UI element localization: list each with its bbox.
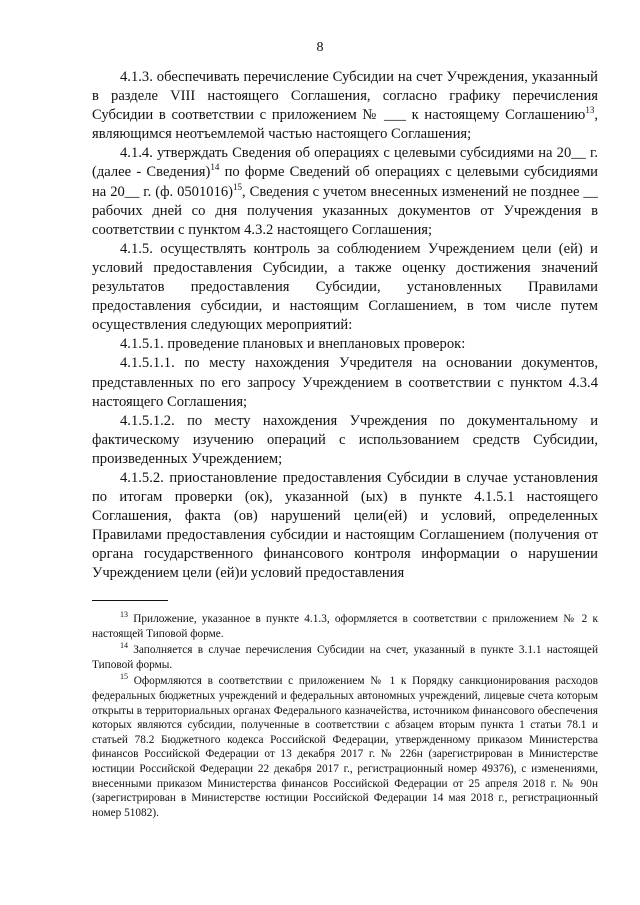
footnote-mark: 14 — [120, 641, 128, 651]
paragraph-4-1-5-1: 4.1.5.1. проведение плановых и внеплановых проверок: — [120, 336, 466, 353]
paragraph-4-1-5-2: 4.1.5.2. приостановление предоставления Субсидии в случае установления по итогам проверки (ок), указанной (ых) в пункте 4.1.5.1 настоящего Соглашения, факта (ов) нарушений цели(ей) и условий, определенных Правилами предоставления субсидии и настоящим Соглашением (получения от органа государственного финансового контроля информации о нарушении Учреждением цели (ей)и условий предоставления — [92, 469, 598, 582]
footnote-mark: 13 — [120, 610, 128, 620]
paragraph-4-1-4: 4.1.4. утверждать Сведения об операциях с целевыми субсидиями на 20__ г. (далее - Сведения)$^{14}$ по форме Сведений об операциях с целевыми субсидиями на 20__ г. (ф. 0501016)$^{15}$, Сведения с учетом внесенных изменений не позднее __ рабочих дней со дня получения указанных документов от Учреждения в соответствии с пунктом 4.3.2 настоящего Соглашения; — [92, 145, 598, 238]
footnote-14: $^{14}$ Заполняется в случае перечисления Субсидии на счет, указанный в пункте 3.1.1 настоящей Типовой формы. — [92, 641, 598, 671]
paragraph-4-1-3: 4.1.3. обеспечивать перечисление Субсидии на счет Учреждения, указанный в разделе VIII настоящего Соглашения, согласно графику перечисления Субсидии в соответствии с приложением № ___ к настоящему Соглашению$^{13}$, являющимся неотъемлемой частью настоящего Соглашения; — [92, 69, 598, 143]
paragraph-4-1-5-1-2: 4.1.5.1.2. по месту нахождения Учреждения по документальному и фактическому изучению операций с использованием средств Субсидии, произведенных Учреждением; — [92, 412, 598, 467]
footnotes — [92, 612, 598, 822]
footnote-ref-13: 13 — [585, 105, 595, 116]
page-number: 8 — [316, 40, 324, 55]
paragraph-4-1-5-1-1: 4.1.5.1.1. по месту нахождения Учредителя на основании документов, представленных по его запросу Учреждением в соответствии с пунктом 4.3.4 настоящего Соглашения; — [92, 355, 598, 410]
footnote-13: $^{13}$ Приложение, указанное в пункте 4.1.3, оформляется в соответствии с приложением № 2 к настоящей Типовой форме. — [92, 610, 598, 640]
footnote-separator — [92, 600, 168, 601]
paragraph-4-1-5: 4.1.5. осуществлять контроль за соблюдением Учреждением цели (ей) и условий предоставления Субсидии, а также оценку достижения значений результатов предоставления Субсидии, установленных Правилами предоставления субсидии, и настоящим Соглашением, в том числе путем осуществления следующих мероприятий: — [92, 240, 598, 334]
footnote-15: $^{15}$ Оформляются в соответствии с приложением № 1 к Порядку санкционирования расходов федеральных бюджетных учреждений и федеральных автономных учреждений, лицевые счета которым открыты в территориальных органах Федерального казначейства, источником финансового обеспечения которых являются субсидии, полученные в соответствии с абзацем вторым пункта 1 статьи 78.1 и статьей 78.2 Бюджетного кодекса Российской Федерации, утвержденному приказом Министерства финансов Российской Федерации от 13 декабря 2017 г. № 226н (зарегистрирован в Министерстве юстиции Российской Федерации 22 декабря 2017 г., регистрационный номер 49376), с изменениями, внесенными приказом Министерства финансов Российской Федерации от 25 апреля 2018 г. № 90н (зарегистрирован в Министерстве юстиции Российской Федерации 14 мая 2018 г., регистрационный номер 51082). — [92, 672, 598, 819]
main-text — [92, 68, 598, 584]
footnote-mark: 15 — [120, 672, 128, 682]
footnote-ref-14: 14 — [210, 162, 220, 173]
footnote-ref-15: 15 — [233, 181, 243, 192]
